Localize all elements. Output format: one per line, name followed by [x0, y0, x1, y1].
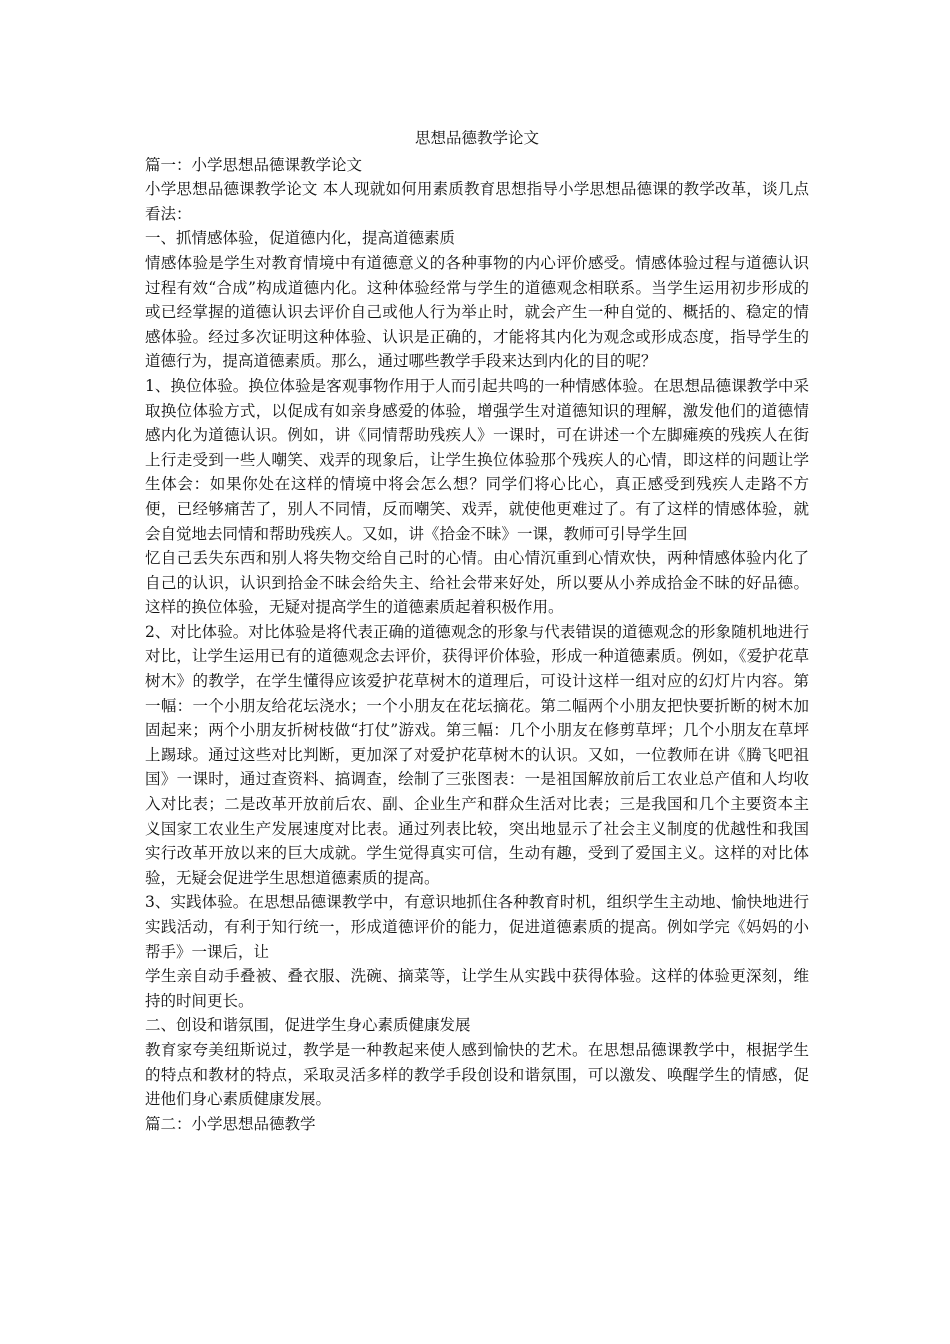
document-title: 思想品德教学论文 — [414, 129, 539, 147]
section-heading-part-two: 篇二：小学思想品德教学 — [145, 1114, 316, 1133]
heading-emotional-experience: 一、抓情感体验，促道德内化，提高道德素质 — [145, 229, 456, 248]
paragraph-emotional-experience: 情感体验是学生对教育情境中有道德意义的各种事物的内心评价感受。情感体验过程与道德认识过程有效“合成”构成道德内化。这种体验经常与学生的道德观念相联系。当学生运用初步形成的或已经掌握的道德认识去评价自己或他人行为举止时，就会产生一种自觉的、概括的、稳定的情感体验。经过多次证明这种体验、认识是正确的，才能将其内化为观念或形成态度，指导学生的道德行为，提高道德素质。那么，通过哪些教学手段来达到内化的目的呢？ — [145, 253, 809, 371]
paragraph-harmonious-atmosphere: 教育家夸美纽斯说过，教学是一种教起来使人感到愉快的艺术。在思想品德课教学中，根据学生的特点和教材的特点，采取灵活多样的教学手段创设和谐氛围，可以激发、唤醒学生的情感，促进他们身心素质健康发展。 — [145, 1040, 809, 1109]
paragraph-practice-continued: 学生亲自动手叠被、叠衣服、洗碗、摘菜等，让学生从实践中获得体验。这样的体验更深刻，维持的时间更长。 — [145, 967, 809, 1010]
paragraph-practice-experience: 3、实践体验。在思想品德课教学中，有意识地抓住各种教育时机，组织学生主动地、愉快地进行实践活动，有利于知行统一，形成道德评价的能力，促进道德素质的提高。例如学完《妈妈的小帮手》一课后，让 — [145, 893, 809, 961]
section-heading-part-one: 篇一：小学思想品德课教学论文 — [145, 155, 363, 174]
intro-paragraph: 小学思想品德课教学论文 本人现就如何用素质教育思想指导小学思想品德课的教学改革，谈几点看法： — [145, 180, 809, 223]
document-page — [145, 126, 809, 1136]
paragraph-contrast-experience: 2、对比体验。对比体验是将代表正确的道德观念的形象与代表错误的道德观念的形象随机地进行对比，让学生运用已有的道德观念去评价，获得评价体验，形成一种道德素质。例如，《爱护花草树木》的教学，在学生懂得应该爱护花草树木的道理后，可设计这样一组对应的幻灯片内容。第一幅：一个小朋友给花坛浇水；一个小朋友在花坛摘花。第二幅两个小朋友把快要折断的树木加固起来；两个小朋友折树枝做“打仗”游戏。第三幅：几个小朋友在修剪草坪；几个小朋友在草坪上踢球。通过这些对比判断，更加深了对爱护花草树木的认识。又如，一位教师在讲《腾飞吧祖国》一课时，通过查资料、搞调查，绘制了三张图表：一是祖国解放前后工农业总产值和人均收入对比表；二是改革开放前后农、副、企业生产和群众生活对比表；三是我国和几个主要资本主义国家工农业生产发展速度对比表。通过列表比较，突出地显示了社会主义制度的优越性和我国实行改革开放以来的巨大成就。学生觉得真实可信，生动有趣，受到了爱国主义。这样的对比体验，无疑会促进学生思想道德素质的提高。 — [145, 622, 809, 887]
paragraph-position-swap-continued: 忆自己丢失东西和别人将失物交给自己时的心情。由心情沉重到心情欢快，两种情感体验内化了自己的认识，认识到拾金不昧会给失主、给社会带来好处，所以要从小养成拾金不昧的好品德。这样的换位体验，无疑对提高学生的道德素质起着积极作用。 — [145, 549, 809, 617]
heading-harmonious-atmosphere: 二、创设和谐氛围，促进学生身心素质健康发展 — [145, 1016, 471, 1035]
paragraph-position-swap: 1、换位体验。换位体验是客观事物作用于人而引起共鸣的一种情感体验。在思想品德课教学中采取换位体验方式，以促成有如亲身感爱的体验，增强学生对道德知识的理解，激发他们的道德情感内化为道德认识。例如，讲《同情帮助残疾人》一课时，可在讲述一个左脚瘫痪的残疾人在街上行走受到一些人嘲笑、戏弄的现象后，让学生换位体验那个残疾人的心情，即这样的问题让学生体会：如果你处在这样的情境中将会怎么想？同学们将心比心，真正感受到残疾人走路不方便，已经够痛苦了，别人不同情，反而嘲笑、戏弄，就使他更难过了。有了这样的情感体验，就会自觉地去同情和帮助残疾人。又如，讲《拾金不昧》一课，教师可引导学生回 — [145, 376, 809, 543]
